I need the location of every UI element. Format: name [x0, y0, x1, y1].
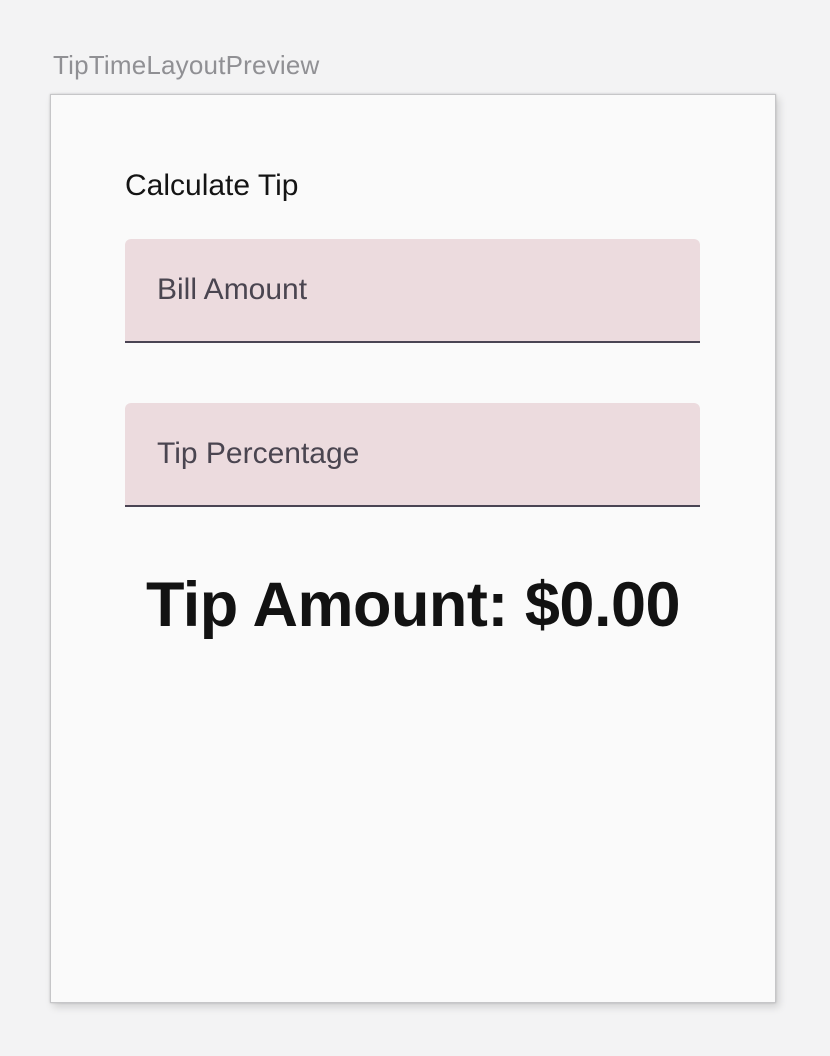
page-title: Calculate Tip — [125, 169, 299, 202]
tip-amount-result: Tip Amount: $0.00 — [145, 570, 681, 640]
bill-amount-input[interactable] — [125, 239, 700, 343]
preview-title: TipTimeLayoutPreview — [53, 50, 320, 80]
tip-percentage-input[interactable] — [125, 403, 700, 507]
preview-panel — [50, 94, 776, 1003]
